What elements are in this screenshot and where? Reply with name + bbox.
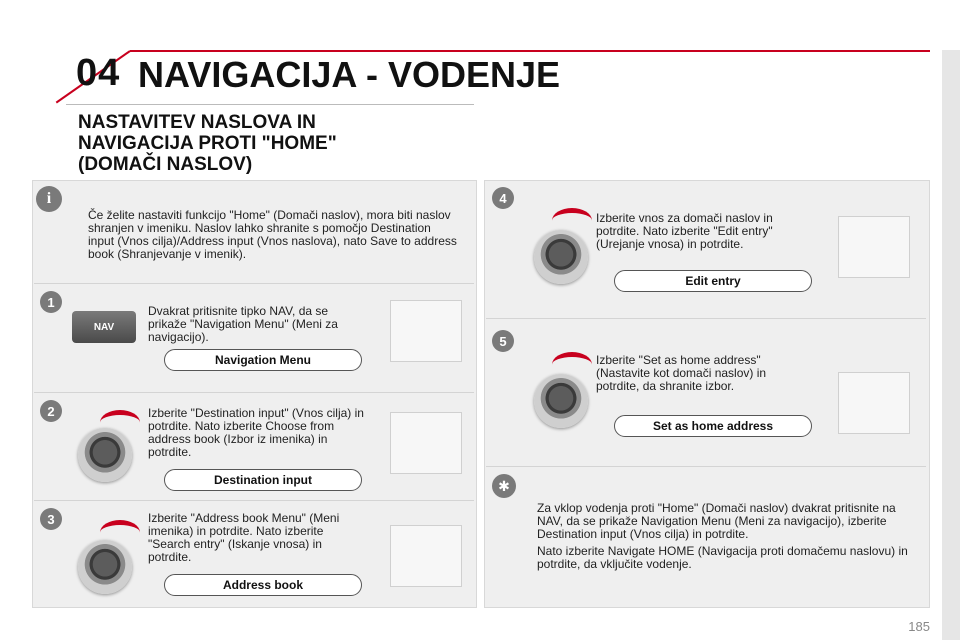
step-5-badge: 5 [492,330,514,352]
section-title-line-2: NAVIGACIJA PROTI "HOME" [78,133,337,154]
section-title-line-1: NASTAVITEV NASLOVA IN [78,112,316,133]
tip-paragraph-2: Nato izberite Navigate HOME (Navigacija proti domačemu naslovu) in potrdite, da vključite vodenje. [537,544,908,571]
page-title: NAVIGACIJA - VODENJE [138,54,561,95]
divider [486,318,926,319]
section-title-line-3: (DOMAČI NASLOV) [78,154,253,175]
header-rule [130,50,930,52]
step-1-text: Dvakrat pritisnite tipko NAV, da se prikaže "Navigation Menu" (Meni za navigacijo). [148,304,338,344]
rotary-knob-icon [534,230,588,284]
radio-panel-image [390,412,462,474]
step-3-text: Izberite "Address book Menu" (Meni imenika) in potrdite. Nato izberite "Search entry" (Iskanje vnosa) in potrdite. [148,511,340,564]
info-icon: i [36,186,62,212]
chapter-number: 04 [76,52,121,94]
divider [34,283,474,284]
radio-panel-image [390,525,462,587]
divider [34,392,474,393]
divider [486,466,926,467]
address-book-button[interactable]: Address book [164,574,362,596]
tip-lightbulb-icon: ✱ [492,474,516,498]
rotary-knob-icon [78,428,132,482]
info-text: Če želite nastaviti funkcijo "Home" (Domači naslov), mora biti naslov shranjen v imeniku. Naslov lahko shranite s pomočjo Destination input (Vnos cilja)/Address input (Vnos naslova), nato Save to address book (Shranjevanje v imenik). [88,208,457,261]
set-as-home-address-button[interactable]: Set as home address [614,415,812,437]
step-5-text: Izberite "Set as home address" (Nastavite kot domači naslov) in potrdite, da shranite izbor. [596,353,767,393]
step-2-badge: 2 [40,400,62,422]
navigation-menu-button[interactable]: Navigation Menu [164,349,362,371]
section-title [78,112,337,175]
rotary-knob-icon [534,374,588,428]
step-2-text: Izberite "Destination input" (Vnos cilja) in potrdite. Nato izberite Choose from address book (Izbor iz imenika) in potrdite. [148,406,364,459]
step-4-badge: 4 [492,187,514,209]
radio-panel-image [390,300,462,362]
tip-paragraph-1: Za vklop vodenja proti "Home" (Domači naslov) dvakrat pritisnite na NAV, da se prikaže Navigation Menu (Meni za navigacijo), izberite Destination input (Vnos cilja) in potrdite. [537,501,896,541]
divider [34,500,474,501]
right-edge-bar [942,50,960,640]
radio-panel-image [838,372,910,434]
nav-key-label: NAV [93,321,115,333]
step-4-text: Izberite vnos za domači naslov in potrdite. Nato izberite "Edit entry" (Urejanje vnosa) in potrdite. [596,211,773,251]
edit-entry-button[interactable]: Edit entry [614,270,812,292]
radio-panel-image [838,216,910,278]
rotary-knob-icon [78,540,132,594]
step-3-badge: 3 [40,508,62,530]
page-number: 185 [908,619,930,634]
step-1-badge: 1 [40,291,62,313]
destination-input-button[interactable]: Destination input [164,469,362,491]
nav-key-icon [72,311,136,343]
